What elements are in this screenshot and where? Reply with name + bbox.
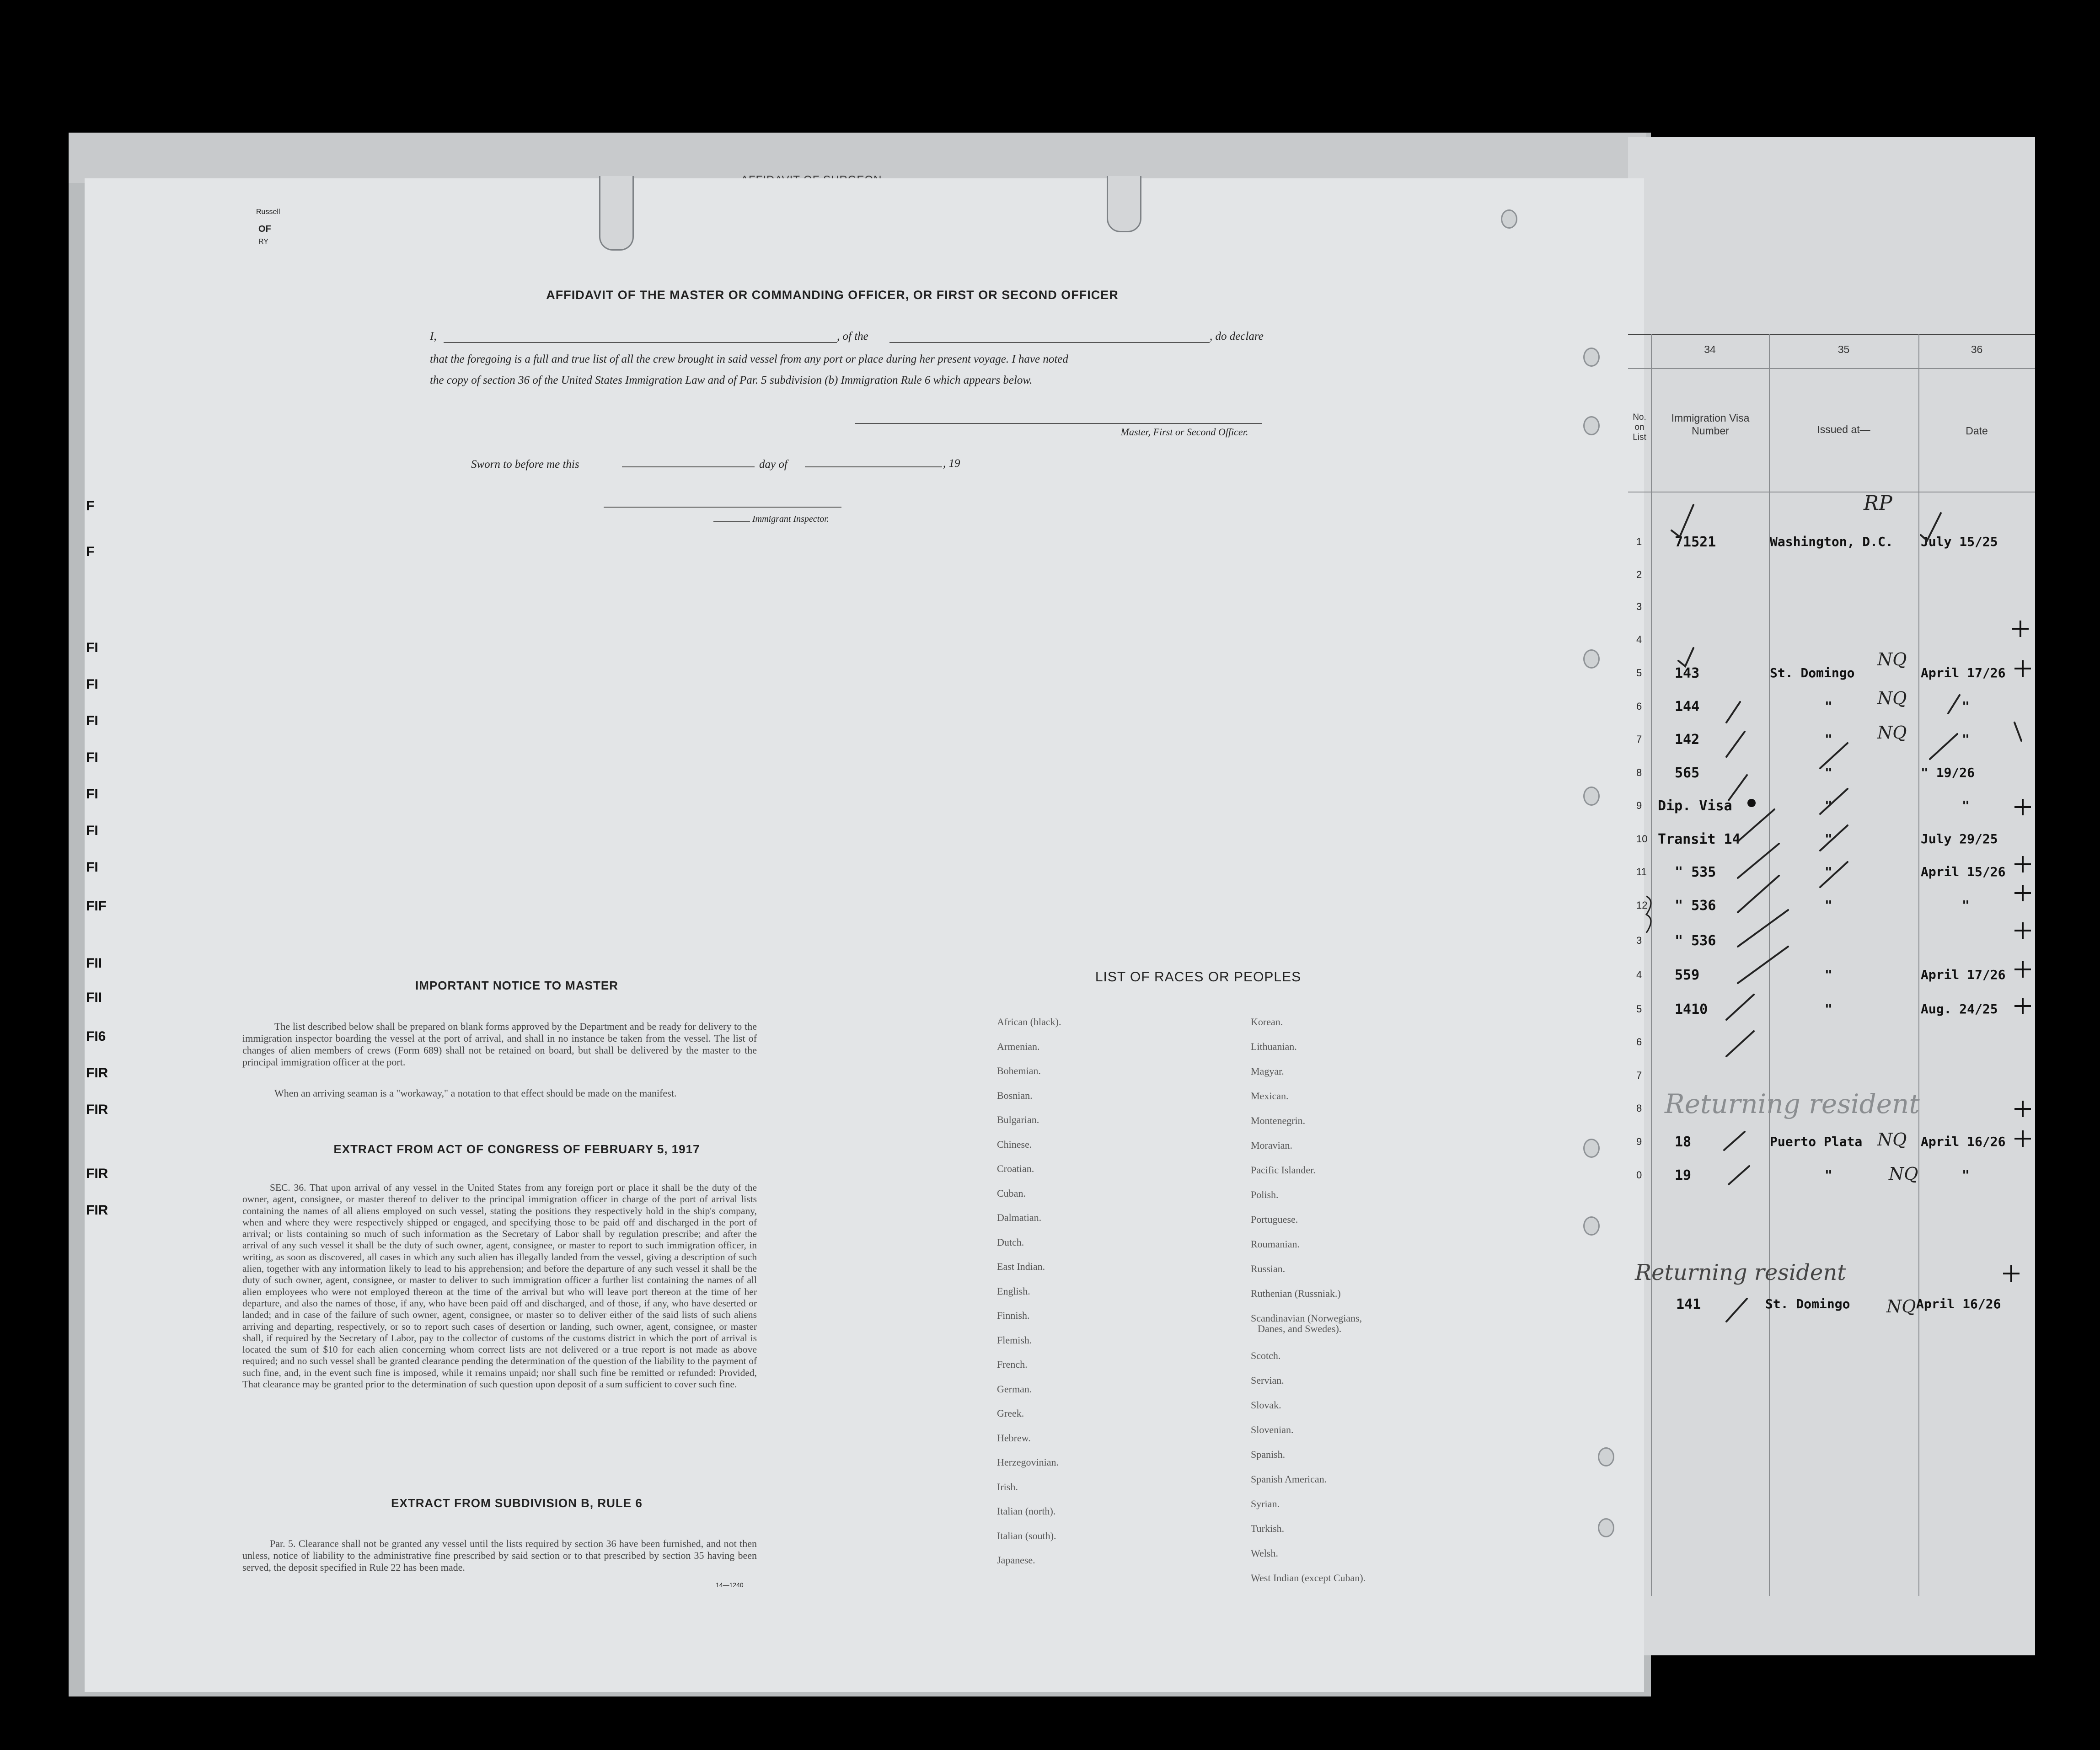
tick-stroke: [1930, 734, 1957, 759]
master-sig-caption: Master, First or Second Officer.: [1120, 426, 1248, 438]
visa-number: 559: [1675, 967, 1700, 983]
check-mark-icon: [1921, 513, 1941, 541]
annotation-nq: NQ: [1886, 1296, 1916, 1317]
annotation-rp: RP: [1864, 492, 1892, 515]
race-item-left: East Indian.: [997, 1261, 1045, 1272]
row-number: 4: [1636, 634, 1642, 645]
visa-number: " 536: [1675, 898, 1716, 914]
affidavit-title: AFFIDAVIT OF THE MASTER OR COMMANDING OFFICER, OR FIRST OR SECOND OFFICER: [546, 288, 1119, 302]
plus-mark-icon: [2014, 799, 2031, 815]
issued-at: St. Domingo: [1770, 665, 1855, 680]
plus-mark-icon: [2012, 621, 2029, 637]
fold-tab-left: [599, 176, 634, 251]
tick-stroke: [1724, 1132, 1745, 1150]
row-number: 11: [1636, 866, 1647, 878]
visa-number: 1410: [1675, 1001, 1708, 1017]
punch-hole: [1598, 1447, 1614, 1466]
race-item-right: Lithuanian.: [1251, 1041, 1297, 1052]
plus-mark-icon: [2014, 998, 2031, 1014]
edge-letter: FI: [86, 823, 98, 838]
visa-number: Dip. Visa: [1658, 798, 1732, 814]
row-number: 0: [1636, 1169, 1642, 1181]
extract-act-title: EXTRACT FROM ACT OF CONGRESS OF FEBRUARY 5, 1917: [333, 1142, 700, 1156]
issued-at: ": [1825, 798, 1832, 813]
punch-hole: [1583, 348, 1600, 367]
issued-at: Puerto Plata: [1770, 1134, 1863, 1149]
plus-mark-icon: [2014, 961, 2031, 978]
manifest-top-rule: [1628, 334, 2035, 335]
issued-at: ": [1825, 967, 1832, 982]
affidavit-i: I,: [430, 330, 437, 343]
race-item-left: Chinese.: [997, 1138, 1032, 1150]
issue-date: July 15/25: [1921, 534, 1998, 549]
check-mark-icon: [1678, 648, 1693, 666]
punch-hole: [1583, 1216, 1600, 1236]
issue-date: ": [1962, 798, 1970, 813]
visa-number: 143: [1675, 665, 1700, 681]
edge-letter: FII: [86, 956, 102, 971]
extra-row-visa: 141: [1676, 1296, 1701, 1312]
row-number: 7: [1636, 733, 1642, 745]
race-item-right: Ruthenian (Russniak.): [1251, 1288, 1341, 1299]
edge-letter: F: [86, 498, 95, 514]
header-visa-number: Immigration Visa Number: [1671, 412, 1750, 437]
ink-dot: [1747, 799, 1756, 807]
issued-at: ": [1825, 898, 1832, 913]
vessel-line: [889, 342, 1210, 343]
corner-tag-line1: Russell: [256, 208, 280, 216]
row-number: 5: [1636, 1003, 1642, 1015]
plus-mark-icon: [2014, 922, 2031, 939]
edge-letter: FI: [86, 860, 98, 875]
tick-stroke: [1738, 844, 1779, 878]
inspector-caption: Immigrant Inspector.: [752, 514, 829, 524]
issue-date: July 29/25: [1921, 831, 1998, 846]
race-item-right: West Indian (except Cuban).: [1251, 1572, 1366, 1584]
edge-letter: FI: [86, 750, 98, 765]
tick-stroke: [1729, 775, 1747, 800]
header-date: Date: [1966, 425, 1988, 437]
edge-letter: FIR: [86, 1166, 108, 1181]
race-item-right: Magyar.: [1251, 1065, 1284, 1077]
race-item-left: Greek.: [997, 1407, 1024, 1419]
race-item-right: Polish.: [1251, 1189, 1279, 1200]
race-item-right: Russian.: [1251, 1263, 1286, 1274]
header-issued-at: Issued at—: [1817, 423, 1870, 435]
col-number-35: 35: [1838, 343, 1850, 355]
annotation-nq: NQ: [1877, 1129, 1907, 1150]
race-item-right: Moravian.: [1251, 1140, 1293, 1151]
returning-resident-note: Returning resident: [1635, 1260, 1846, 1285]
race-item-left: African (black).: [997, 1016, 1061, 1028]
tick-stroke: [1729, 1166, 1749, 1184]
tick-stroke: [1738, 809, 1774, 841]
punch-hole: [1583, 416, 1600, 435]
race-item-left: Herzegovinian.: [997, 1456, 1059, 1468]
row-number: 6: [1636, 701, 1642, 712]
visa-number: 19: [1675, 1167, 1692, 1183]
brace-mark: [1646, 896, 1651, 933]
punch-hole: [1501, 209, 1517, 229]
issued-at: ": [1825, 1001, 1832, 1017]
annotation-nq: NQ: [1877, 649, 1907, 669]
race-item-left: Bosnian.: [997, 1089, 1033, 1101]
affidavit-line3: the copy of section 36 of the United States Immigration Law and of Par. 5 subdivision (b) Immigration Rule 6 which appears below.: [430, 374, 1033, 386]
race-item-left: Italian (south).: [997, 1530, 1056, 1541]
extra-row-date: April 16/26: [1916, 1296, 2001, 1311]
issue-date: ": [1962, 732, 1970, 747]
check-mark-icon: [1671, 505, 1693, 537]
tick-stroke: [2014, 722, 2021, 741]
annotation-nq: NQ: [1877, 688, 1907, 708]
edge-letter: FIF: [86, 899, 107, 914]
tick-stroke: [1726, 702, 1740, 722]
visa-number: 142: [1675, 732, 1700, 748]
corner-tag-line2: OF: [258, 224, 271, 234]
returning-resident-note-faint: Returning resident: [1665, 1088, 1920, 1119]
edge-letter: FIR: [86, 1203, 108, 1218]
edge-letter: FIR: [86, 1102, 108, 1117]
affidavit-declare: , do declare: [1210, 330, 1264, 343]
race-item-left: Dutch.: [997, 1236, 1024, 1248]
row-number: 9: [1636, 1136, 1642, 1147]
col-number-34: 34: [1704, 343, 1716, 355]
month-line: [805, 466, 942, 467]
edge-letter: FI: [86, 640, 98, 655]
header-no-on-list: No. on List: [1633, 412, 1646, 442]
issue-date: " 19/26: [1921, 765, 1975, 780]
race-item-left: Irish.: [997, 1481, 1018, 1493]
race-item-left: Cuban.: [997, 1187, 1026, 1199]
fold-tab-right: [1107, 176, 1141, 232]
punch-hole: [1598, 1518, 1614, 1537]
issue-date: ": [1962, 898, 1970, 913]
issue-date: ": [1962, 1167, 1970, 1183]
race-item-left: Hebrew.: [997, 1432, 1031, 1444]
race-item-left: Bohemian.: [997, 1065, 1041, 1076]
race-item-right: Scandinavian (Norwegians,: [1251, 1312, 1362, 1324]
affidavit-of-the: , of the: [837, 330, 868, 343]
plus-mark-icon: [2014, 660, 2031, 677]
issue-date: April 15/26: [1921, 864, 2006, 879]
row-number: 1: [1636, 536, 1642, 547]
race-item-right: Korean.: [1251, 1016, 1283, 1028]
tick-stroke: [1820, 825, 1848, 851]
issue-date: Aug. 24/25: [1921, 1001, 1998, 1017]
tick-marks: [1628, 485, 2040, 1354]
form-number: 14—1240: [716, 1581, 744, 1589]
row-number: 3: [1636, 935, 1642, 946]
tick-stroke: [1738, 947, 1788, 983]
visa-number: " 536: [1675, 933, 1716, 949]
visa-number: Transit 14: [1658, 831, 1741, 847]
issued-at: ": [1825, 864, 1832, 879]
row-number: 10: [1636, 833, 1648, 845]
plus-mark-icon: [2014, 1130, 2031, 1147]
race-item-right: Syrian.: [1251, 1498, 1280, 1509]
race-item-right: Servian.: [1251, 1375, 1284, 1386]
race-item-right: Roumanian.: [1251, 1238, 1300, 1250]
inspector-line-short: [713, 521, 750, 522]
name-line: [444, 342, 837, 343]
tick-stroke: [1726, 1031, 1754, 1056]
master-sig-line: [855, 423, 1262, 424]
edge-letter: FI: [86, 713, 98, 728]
issued-at: ": [1825, 831, 1832, 846]
notice-paragraph-1: The list described below shall be prepared on blank forms approved by the Department and be ready for delivery to the immigration inspector boarding the vessel at the port of arrival, and shall in no instance be taken from the vessel. The list of changes of alien members of crews (Form 689) shall not be retained on board, but shall be delivered by the master to the principal immigration officer at the port.: [242, 1021, 757, 1068]
issued-at: ": [1825, 765, 1832, 780]
race-item-left: Bulgarian.: [997, 1114, 1039, 1125]
race-item-right: Slovenian.: [1251, 1424, 1294, 1435]
edge-letter: FI: [86, 787, 98, 802]
issued-at: ": [1825, 732, 1832, 747]
issued-at: Washington, D.C.: [1770, 534, 1893, 549]
tick-stroke: [1726, 995, 1754, 1020]
section-36-text: SEC. 36. That upon arrival of any vessel in the United States from any foreign port or place it shall be the duty of the owner, agent, consignee, or master thereof to deliver to the principal immigration officer in charge of the port of arrival lists containing the names of all aliens employed on such vessel, stating the positions they respectively hold in the ship's company, when and where they were respectively shipped or engaged, and specifying those to be paid off and discharged in the port of arrival; or lists containing so much of such information as the Secretary of Labor shall by regulation prescribe; and after the arrival of any such vessel it shall be the duty of such owner, agent, consignee, or master to report to such immigration officer, in writing, as soon as discovered, all cases in which any such alien has illegally landed from the vessel, giving a description of such alien, together with any information likely to lead to his apprehension; and before the departure of any such vessel it shall be the duty of such owner, agent, consignee, or master to deliver to such immigration officer a further list containing the names of all alien employees who were not employed thereon at the time of the arrival but who will leave port thereon at the time of her departure, and also the names of those, if any, who have been paid off and discharged, and of those, if any, who have deserted or landed; and in case of the failure of such owner, agent, consignee, or master so to deliver either of the said lists of such aliens arriving and departing, respectively, or so to report such cases of desertion or landing, such owner, agent, consignee, or master shall, if required by the Secretary of Labor, pay to the collector of customs of the customs district in which the port of arrival is located the sum of $10 for each alien concerning whom correct lists are not delivered or a true report is not made as above required; and no such vessel shall be granted clearance pending the determination of the question of the liability to the payment of such fine, and, in the event such fine is imposed, while it remains unpaid; nor shall such fine be remitted or refunded: Provided, That clearance may be granted prior to the determination of such question upon deposit of a sum sufficient to cover such fine.: [242, 1182, 757, 1390]
race-item-right: Scotch.: [1251, 1350, 1281, 1361]
notice-paragraph-2: When an arriving seaman is a "workaway," a notation to that effect should be made on the manifest.: [274, 1087, 677, 1099]
race-item-left: English.: [997, 1285, 1030, 1297]
visa-number: 144: [1675, 699, 1700, 715]
affidavit-line2: that the foregoing is a full and true list of all the crew brought in said vessel from any port or place during her present voyage. I have noted: [430, 353, 1068, 365]
race-item-right: Montenegrin.: [1251, 1115, 1306, 1126]
extract-rule-title: EXTRACT FROM SUBDIVISION B, RULE 6: [391, 1496, 643, 1510]
visa-number: 565: [1675, 765, 1700, 781]
issue-date: ": [1962, 699, 1970, 714]
plus-mark-icon: [2014, 856, 2031, 872]
par-5-text: Par. 5. Clearance shall not be granted any vessel until the lists required by section 36 have been furnished, and not then unless, notice of liability to the administrative fine prescribed by said section or to that prescribed by section 35 having been served, the deposit specified in Rule 22 has been made.: [242, 1538, 757, 1573]
row-number: 5: [1636, 667, 1642, 679]
edge-letter: FI6: [86, 1029, 106, 1044]
plus-mark-icon: [2003, 1265, 2020, 1282]
tick-stroke: [1726, 1299, 1747, 1322]
tick-stroke: [1738, 910, 1788, 947]
race-item-left: Italian (north).: [997, 1505, 1056, 1517]
punch-hole: [1583, 1139, 1600, 1158]
visa-number: 71521: [1675, 534, 1716, 550]
edge-letter: FI: [86, 677, 98, 692]
race-item-right: Turkish.: [1251, 1523, 1285, 1534]
row-number: 8: [1636, 1102, 1642, 1114]
race-item-left: Japanese.: [997, 1554, 1035, 1566]
tick-stroke: [1948, 695, 1960, 713]
sworn-text: Sworn to before me this: [471, 458, 579, 471]
race-item-left: Armenian.: [997, 1040, 1040, 1052]
row-number: 9: [1636, 800, 1642, 811]
tick-stroke: [1726, 732, 1745, 757]
row-number: 4: [1636, 969, 1642, 980]
notice-title: IMPORTANT NOTICE TO MASTER: [415, 979, 618, 992]
race-item-right: Spanish American.: [1251, 1473, 1327, 1485]
race-item-right: Mexican.: [1251, 1090, 1289, 1102]
punch-hole: [1583, 649, 1600, 669]
annotation-nq: NQ: [1889, 1164, 1918, 1184]
annotation-nq: NQ: [1877, 722, 1907, 743]
col-number-36: 36: [1971, 343, 1983, 355]
race-item-left: German.: [997, 1383, 1032, 1395]
row-number: 12: [1636, 899, 1648, 911]
visa-number: 18: [1675, 1134, 1692, 1150]
race-item-left: Flemish.: [997, 1334, 1032, 1346]
issued-at: ": [1825, 1167, 1832, 1183]
issued-at: ": [1825, 699, 1832, 714]
plus-mark-icon: [2014, 1101, 2031, 1117]
race-item-left: Finnish.: [997, 1310, 1030, 1321]
extra-row-issued: St. Domingo: [1765, 1296, 1850, 1311]
tick-stroke: [1820, 862, 1848, 887]
issue-date: April 17/26: [1921, 665, 2006, 680]
issue-date: April 17/26: [1921, 967, 2006, 982]
race-item-right: Spanish.: [1251, 1449, 1286, 1460]
row-number: 7: [1636, 1070, 1642, 1081]
races-title: LIST OF RACES OR PEOPLES: [1095, 969, 1302, 985]
tick-stroke: [1820, 789, 1848, 814]
race-item-left: French.: [997, 1359, 1028, 1370]
race-item-right: Pacific Islander.: [1251, 1164, 1316, 1176]
tick-stroke: [1820, 743, 1848, 768]
visa-number: " 535: [1675, 864, 1716, 880]
affidavit-sheet: [85, 178, 1644, 1692]
edge-letter: F: [86, 544, 95, 559]
day-line: [622, 466, 755, 467]
race-item-left: Dalmatian.: [997, 1212, 1042, 1223]
plus-mark-icon: [2014, 885, 2031, 901]
manifest-colnum-rule: [1628, 368, 2035, 369]
row-number: 6: [1636, 1036, 1642, 1048]
day-of-text: day of: [759, 458, 788, 471]
year-text: , 19: [943, 457, 960, 470]
tick-stroke: [1738, 876, 1779, 912]
edge-letter: FII: [86, 990, 102, 1005]
row-number: 2: [1636, 569, 1642, 580]
race-item-right: Danes, and Swedes).: [1258, 1323, 1342, 1334]
race-item-right: Slovak.: [1251, 1399, 1281, 1411]
row-number: 3: [1636, 601, 1642, 612]
race-item-right: Welsh.: [1251, 1547, 1278, 1559]
edge-letter: FIR: [86, 1065, 108, 1081]
row-number: 8: [1636, 767, 1642, 778]
punch-hole: [1583, 787, 1600, 806]
race-item-left: Croatian.: [997, 1163, 1034, 1174]
corner-tag-line3: RY: [258, 238, 268, 246]
issue-date: April 16/26: [1921, 1134, 2006, 1149]
inspector-line: [604, 507, 841, 508]
race-item-right: Portuguese.: [1251, 1214, 1298, 1225]
